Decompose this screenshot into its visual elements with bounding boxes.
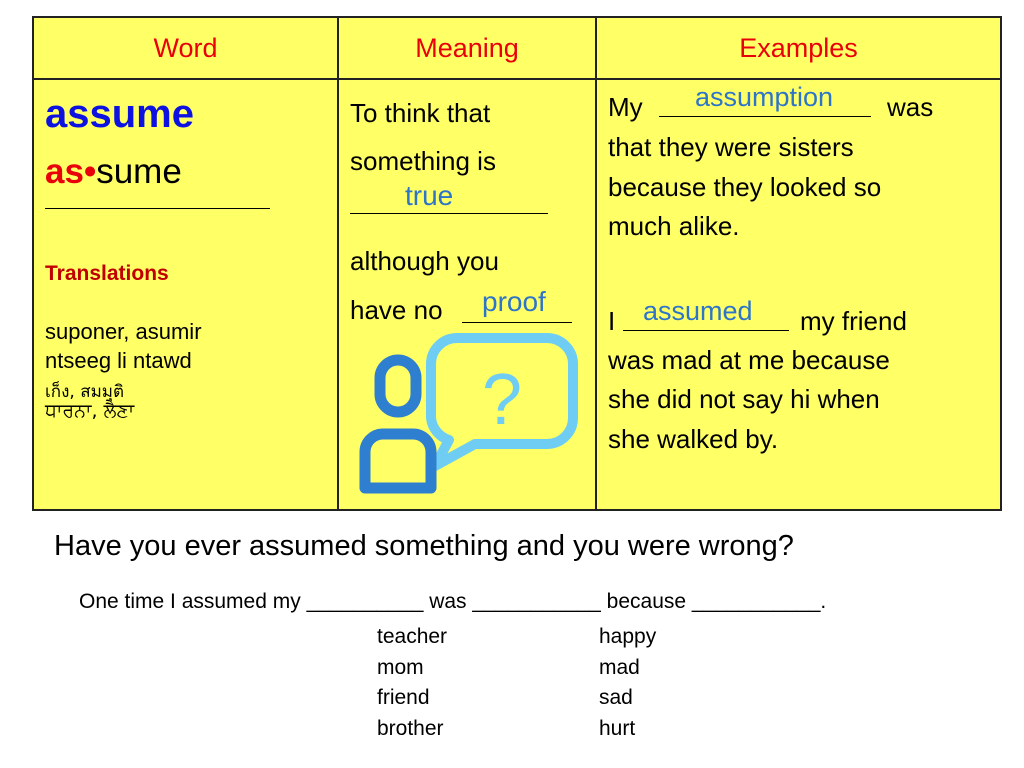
option-person: teacher <box>377 625 448 648</box>
example-1-line-4: much alike. <box>608 211 740 241</box>
example-1-fill: assumption <box>695 82 834 112</box>
example-1-line-3: because they looked so <box>608 172 882 202</box>
option-feeling: happy <box>599 625 657 648</box>
meaning-cell <box>338 79 596 510</box>
examples-cell <box>596 79 1001 510</box>
meaning-line-1: To think that <box>350 98 491 128</box>
syllable-dot: • <box>83 152 97 191</box>
translation-hmong: ntseeg li ntawd <box>45 348 192 373</box>
feeling-options <box>599 622 656 744</box>
translation-spanish: suponer, asumir <box>45 319 202 344</box>
unstressed-syllable: sume <box>96 152 182 191</box>
person-question-icon <box>345 328 595 503</box>
content-row <box>33 79 1001 510</box>
meaning-blank-1 <box>350 213 548 214</box>
meaning-line-4: have no <box>350 295 443 325</box>
divider-line <box>45 208 270 209</box>
word-cell <box>33 79 338 510</box>
meaning-fill-true: true <box>405 180 454 211</box>
header-examples: Examples <box>596 17 1001 79</box>
option-feeling: hurt <box>599 716 636 740</box>
header-word: Word <box>33 17 338 79</box>
people-options <box>377 622 447 744</box>
vocabulary-table <box>32 16 1002 511</box>
translation-punjabi: ਧਾਰਨਾ, ਲੈਣਾ <box>45 400 135 422</box>
example-1-line-2: that they were sisters <box>608 132 854 162</box>
person-body <box>365 434 431 488</box>
meaning-blank-2 <box>462 322 572 323</box>
vocab-word: assume <box>45 92 194 136</box>
question-mark: ? <box>481 360 523 440</box>
option-feeling: sad <box>599 686 633 709</box>
example-1-blank <box>659 116 871 117</box>
example-2-blank <box>623 330 789 331</box>
header-row <box>33 17 1001 79</box>
sentence-frame: One time I assumed my __________ was ___________ because ___________. <box>79 590 827 613</box>
discussion-question: Have you ever assumed something and you were wrong? <box>54 530 794 562</box>
stressed-syllable: as <box>45 152 84 191</box>
option-feeling: mad <box>599 655 640 679</box>
meaning-line-2: something is <box>350 146 496 176</box>
example-2-line-4: she walked by. <box>608 424 779 454</box>
header-meaning: Meaning <box>338 17 596 79</box>
example-2-end: my friend <box>800 306 907 336</box>
translations-label: Translations <box>45 262 169 285</box>
translation-thai: เก็ง, สมมุติ <box>45 382 125 402</box>
example-1-end: was <box>887 92 934 122</box>
option-person: brother <box>377 716 444 740</box>
syllable-breakdown <box>45 152 182 192</box>
example-2-line-2: was mad at me because <box>608 345 890 375</box>
example-2-line-3: she did not say hi when <box>608 384 880 414</box>
person-head <box>380 360 416 412</box>
example-2-fill: assumed <box>643 296 753 326</box>
example-1-start: My <box>608 92 643 122</box>
meaning-line-3: although you <box>350 246 499 276</box>
example-2-start: I <box>608 306 616 336</box>
meaning-fill-proof: proof <box>482 286 546 317</box>
option-person: friend <box>377 686 430 709</box>
option-person: mom <box>377 655 424 679</box>
